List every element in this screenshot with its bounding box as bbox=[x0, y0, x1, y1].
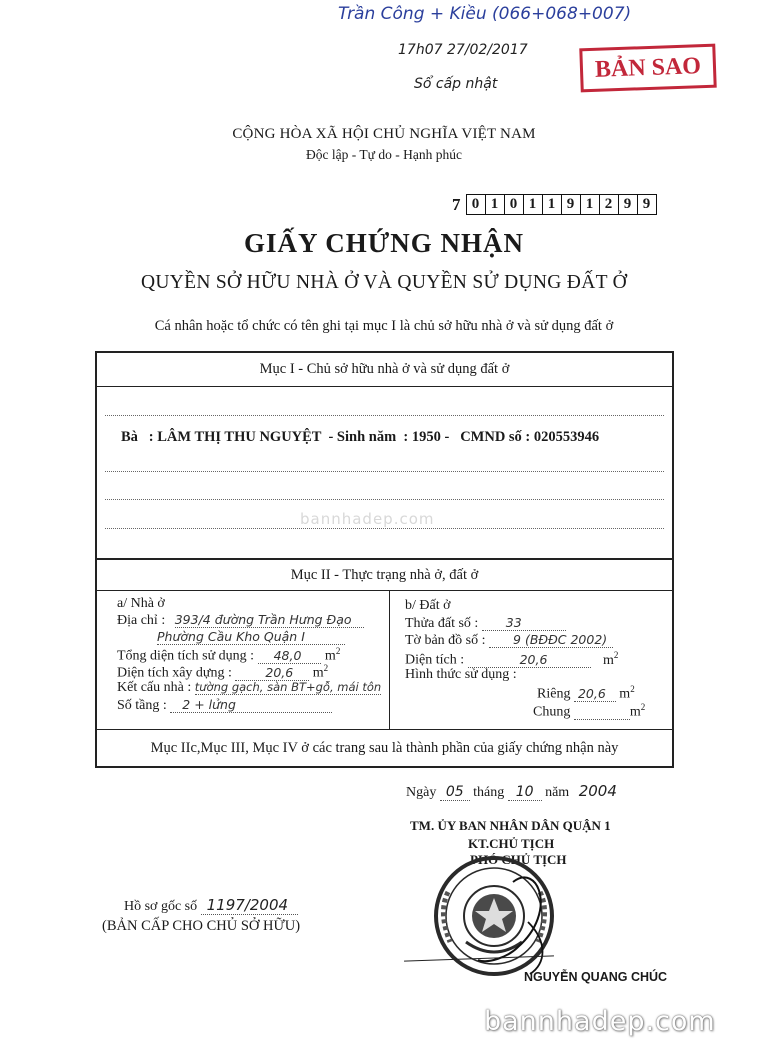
serial-digit: 2 bbox=[599, 194, 619, 215]
record-label: Hồ sơ gốc số bbox=[124, 899, 198, 914]
date-day: 05 bbox=[440, 784, 470, 801]
document-subtitle: QUYỀN SỞ HỮU NHÀ Ở VÀ QUYỀN SỬ DỤNG ĐẤT Ở bbox=[140, 272, 627, 293]
unit-label: m bbox=[312, 665, 324, 681]
address-label: Địa chỉ : bbox=[117, 613, 166, 628]
structure-label: Kết cấu nhà : bbox=[117, 680, 192, 695]
unit-label: m bbox=[602, 652, 614, 668]
serial-digit: 0 bbox=[466, 194, 486, 215]
handwritten-note-line3: Sổ cấp nhật bbox=[414, 76, 498, 92]
official-seal bbox=[418, 852, 566, 982]
watermark-bottom: bannhadep.com bbox=[484, 1006, 716, 1037]
private-label: Riêng bbox=[537, 686, 571, 702]
section-owner bbox=[95, 351, 674, 560]
signatory-line1: TM. ỦY BAN NHÂN DÂN QUẬN 1 bbox=[410, 818, 611, 833]
usage-label: Hình thức sử dụng : bbox=[405, 667, 517, 682]
map-value: 9 (BĐĐC 2002) bbox=[489, 632, 613, 648]
owner-line: Bà : LÂM THỊ THU NGUYỆT - Sinh năm : 1950 - CMND số : 020553946 bbox=[121, 429, 600, 445]
record-note: (BẢN CẤP CHO CHỦ SỞ HỮU) bbox=[102, 918, 301, 934]
structure-value: tường gạch, sàn BT+gỗ, mái tôn bbox=[194, 680, 382, 694]
unit-sup: 2 bbox=[335, 646, 341, 656]
dotted-line bbox=[105, 471, 664, 472]
signatory-line3: PHÓ CHỦ TỊCH bbox=[470, 852, 567, 867]
address-value-line2: Phường Cầu Kho Quận I bbox=[157, 629, 345, 645]
unit-sup: 2 bbox=[630, 684, 635, 694]
land-area-value: 20,6 bbox=[468, 652, 592, 668]
serial-digit: 1 bbox=[485, 194, 505, 215]
section-property-footer: Mục IIc,Mục III, Mục IV ở các trang sau là thành phần của giấy chứng nhận này bbox=[97, 729, 672, 767]
total-area-value: 48,0 bbox=[258, 648, 322, 664]
plot-label: Thửa đất số : bbox=[405, 616, 479, 631]
serial-digit: 1 bbox=[542, 194, 562, 215]
serial-digit: 9 bbox=[618, 194, 638, 215]
total-area-label: Tổng diện tích sử dụng : bbox=[117, 648, 255, 664]
unit-label: m bbox=[629, 704, 641, 720]
date-day-label: Ngày bbox=[406, 785, 437, 800]
serial-digit: 1 bbox=[580, 194, 600, 215]
dotted-line bbox=[105, 415, 664, 416]
date-month-label: tháng bbox=[473, 785, 505, 800]
signatory-line2: KT.CHỦ TỊCH bbox=[468, 836, 555, 851]
handwritten-note-line2: 17h07 27/02/2017 bbox=[398, 42, 528, 58]
motto: Độc lập - Tự do - Hạnh phúc bbox=[306, 147, 462, 162]
serial-prefix: 7 bbox=[452, 194, 461, 214]
section-property-heading: Mục II - Thực trạng nhà ở, đất ở bbox=[97, 560, 672, 591]
address-value: 393/4 đường Trần Hưng Đạo bbox=[175, 612, 364, 628]
serial-digit: 9 bbox=[561, 194, 581, 215]
section-owner-heading: Mục I - Chủ sở hữu nhà ở và sử dụng đất ở bbox=[97, 353, 672, 387]
serial-digit: 1 bbox=[523, 194, 543, 215]
build-area-label: Diện tích xây dựng : bbox=[117, 665, 232, 681]
date-year: 2004 bbox=[578, 782, 617, 800]
unit-sup: 2 bbox=[613, 650, 619, 660]
map-label: Tờ bản đồ số : bbox=[405, 633, 486, 648]
plot-value: 33 bbox=[482, 615, 566, 631]
intro-text: Cá nhân hoặc tổ chức có tên ghi tại mục I là chủ sở hữu nhà ở và sử dụng đất ở bbox=[154, 318, 614, 334]
record-value: 1197/2004 bbox=[201, 896, 298, 915]
house-title: a/ Nhà ở bbox=[117, 596, 165, 611]
serial-number bbox=[452, 194, 657, 215]
copy-stamp: BẢN SAO bbox=[579, 44, 716, 93]
unit-label: m bbox=[324, 648, 336, 664]
land-title: b/ Đất ở bbox=[405, 598, 451, 613]
column-divider bbox=[389, 590, 390, 729]
unit-label: m bbox=[619, 686, 631, 702]
section-property bbox=[95, 560, 674, 768]
date-year-label: năm bbox=[545, 785, 570, 800]
document-title: GIẤY CHỨNG NHẬN bbox=[244, 228, 524, 258]
dotted-line bbox=[105, 499, 664, 500]
private-value: 20,6 bbox=[574, 686, 616, 702]
dotted-line bbox=[105, 528, 664, 529]
unit-sup: 2 bbox=[640, 702, 646, 712]
shared-label: Chung bbox=[533, 704, 571, 720]
build-area-value: 20,6 bbox=[235, 665, 309, 681]
country-header: CỘNG HÒA XÃ HỘI CHỦ NGHĨA VIỆT NAM bbox=[232, 126, 536, 142]
watermark-mid: bannhadep.com bbox=[300, 510, 435, 528]
serial-digit: 0 bbox=[504, 194, 524, 215]
unit-sup: 2 bbox=[323, 663, 329, 673]
floors-value: 2 + lửng bbox=[170, 697, 332, 713]
signatory-name: NGUYỄN QUANG CHÚC bbox=[524, 970, 668, 984]
handwritten-note-line1: Trần Công + Kiều (066+068+007) bbox=[338, 4, 632, 24]
date-month: 10 bbox=[508, 784, 542, 801]
land-area-label: Diện tích : bbox=[405, 652, 465, 668]
floors-label: Số tầng : bbox=[117, 698, 167, 713]
shared-value bbox=[574, 704, 630, 720]
serial-digit: 9 bbox=[637, 194, 657, 215]
